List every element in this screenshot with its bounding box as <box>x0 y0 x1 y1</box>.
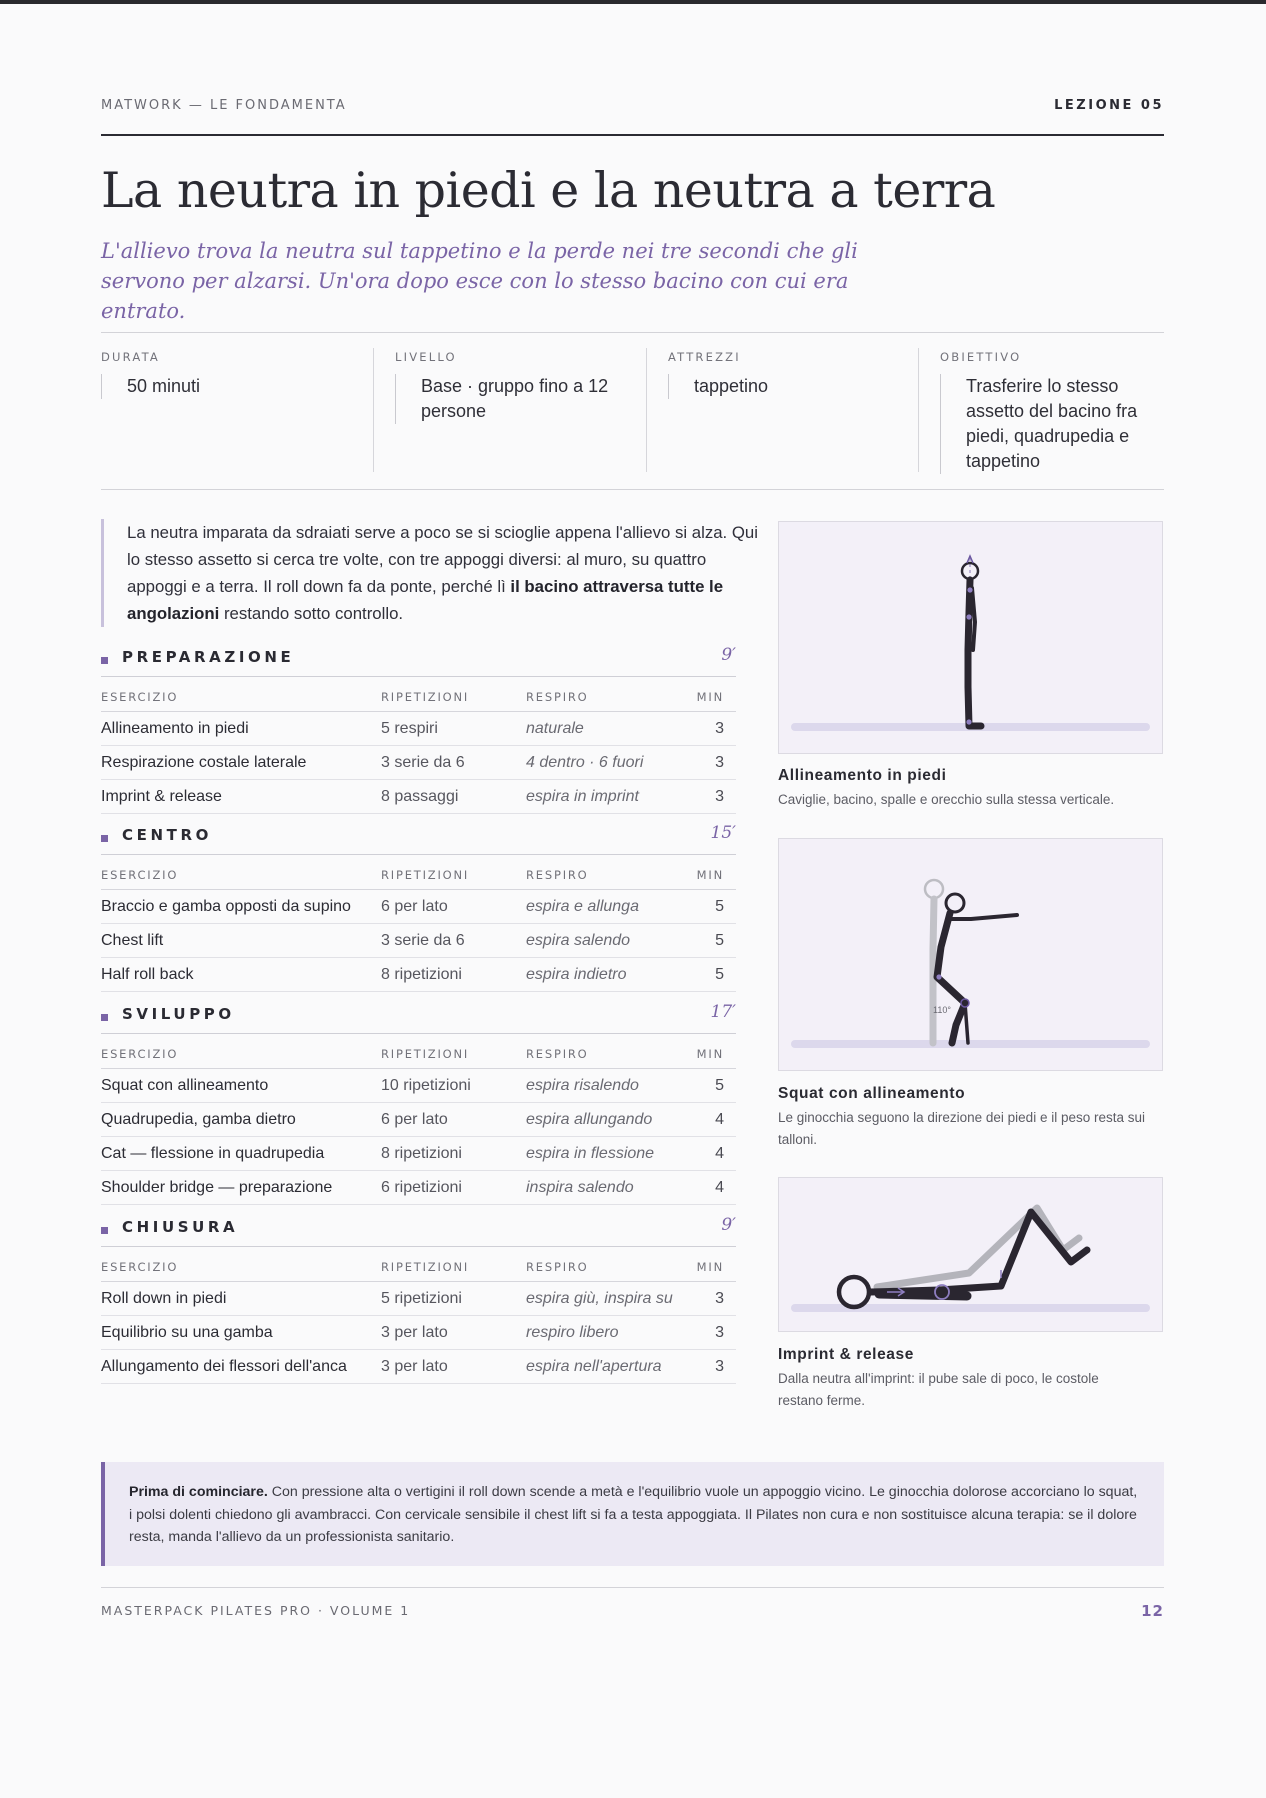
section-header <box>101 1215 736 1247</box>
exercise-breath: espira salendo <box>526 932 631 949</box>
mat <box>791 1040 1150 1048</box>
col-reps: RIPETIZIONI <box>381 690 470 704</box>
top-bar <box>0 0 1266 4</box>
intro-text-end: restando sotto controllo. <box>219 604 404 623</box>
section-name: CENTRO <box>122 826 212 844</box>
page-number: 12 <box>1141 1602 1164 1620</box>
meta-label: DURATA <box>101 350 160 364</box>
exercise-breath: espira indietro <box>526 966 627 983</box>
exercise-min: 5 <box>715 898 724 915</box>
col-reps: RIPETIZIONI <box>381 1047 470 1061</box>
exercise-name: Half roll back <box>101 966 194 983</box>
exercise-reps: 8 passaggi <box>381 788 459 805</box>
meta-label: OBIETTIVO <box>940 350 1022 364</box>
footer-rule <box>101 1587 1164 1588</box>
exercise-min: 4 <box>715 1145 724 1162</box>
meta-level <box>373 350 646 472</box>
col-reps: RIPETIZIONI <box>381 1260 470 1274</box>
section-marker <box>101 1014 108 1021</box>
exercise-min: 3 <box>715 1324 724 1341</box>
page-title: La neutra in piedi e la neutra a terra <box>101 162 996 219</box>
col-breath: RESPIRO <box>526 1260 589 1274</box>
exercise-breath: espira risalendo <box>526 1077 639 1094</box>
col-exercise: ESERCIZIO <box>101 1260 179 1274</box>
section-marker <box>101 1227 108 1234</box>
ghost-head <box>925 880 943 898</box>
section-minutes: 17′ <box>710 1002 736 1022</box>
figure-title: Squat con allineamento <box>778 1085 966 1102</box>
table-row <box>101 712 736 746</box>
exercise-reps: 3 serie da 6 <box>381 932 465 949</box>
exercise-breath: 4 dentro · 6 fuori <box>526 754 644 771</box>
exercise-reps: 6 ripetizioni <box>381 1179 462 1196</box>
table-header <box>101 677 736 712</box>
squat-illustration <box>779 839 1162 1070</box>
angle-label: 110° <box>933 1005 951 1015</box>
ghost-body <box>933 899 934 1043</box>
exercise-min: 4 <box>715 1111 724 1128</box>
meta-value: Base · gruppo fino a 12 persone <box>395 374 646 424</box>
section-header <box>101 645 736 677</box>
exercise-breath: espira in flessione <box>526 1145 655 1162</box>
exercise-min: 3 <box>715 1358 724 1375</box>
section-marker <box>101 835 108 842</box>
exercise-name: Allineamento in piedi <box>101 720 249 737</box>
figure-caption <box>778 1085 1168 1151</box>
meta-divider <box>918 348 919 472</box>
exercise-reps: 6 per lato <box>381 898 448 915</box>
arm <box>949 915 1017 919</box>
section-sviluppo <box>101 1002 736 1205</box>
figure-standing-alignment <box>778 521 1163 754</box>
col-exercise: ESERCIZIO <box>101 868 179 882</box>
exercise-name: Chest lift <box>101 932 164 949</box>
meta-value: 50 minuti <box>101 374 373 399</box>
exercise-name: Allungamento dei flessori dell'anca <box>101 1358 347 1375</box>
figure-description: Le ginocchia seguono la direzione dei piedi e il peso resta sui talloni. <box>778 1110 1145 1147</box>
figure-description: Dalla neutra all'imprint: il pube sale di poco, le costole restano ferme. <box>778 1371 1099 1408</box>
col-exercise: ESERCIZIO <box>101 690 179 704</box>
section-header <box>101 1002 736 1034</box>
figure-description: Caviglie, bacino, spalle e orecchio sulla stessa verticale. <box>778 792 1115 807</box>
col-reps: RIPETIZIONI <box>381 868 470 882</box>
table-row <box>101 1103 736 1137</box>
figure-squat <box>778 838 1163 1071</box>
exercise-min: 3 <box>715 754 724 771</box>
section-centro <box>101 823 736 992</box>
intro-text: La neutra imparata da sdraiati serve a poco se si scioglie appena l'allievo si alza. Qui lo stesso assetto si cerca tre volte, con tre appoggi diversi: al muro, su quattro appoggi e a terra. Il roll down fa da ponte, perché lì <box>127 523 758 596</box>
standing-figure-illustration <box>779 522 1162 753</box>
exercise-reps: 3 per lato <box>381 1324 448 1341</box>
meta-label: LIVELLO <box>395 350 457 364</box>
exercise-name: Shoulder bridge — preparazione <box>101 1179 333 1196</box>
exercise-reps: 10 ripetizioni <box>381 1077 471 1094</box>
meta-equipment <box>646 350 918 472</box>
col-breath: RESPIRO <box>526 868 589 882</box>
exercise-breath: espira e allunga <box>526 898 639 915</box>
intro-emphasis: il bacino attraversa tutte le angolazioni <box>127 577 724 623</box>
exercise-name: Quadrupedia, gamba dietro <box>101 1111 296 1128</box>
figure-title: Imprint & release <box>778 1346 914 1363</box>
exercise-min: 3 <box>715 1290 724 1307</box>
table-header <box>101 1034 736 1069</box>
section-minutes: 9′ <box>721 1215 736 1235</box>
series-label: MATWORK — LE FONDAMENTA <box>101 98 347 113</box>
shoulder-marker <box>967 587 972 592</box>
page-subtitle: L'allievo trova la neutra sul tappetino e la perde nei tre secondi che gli servono per alzarsi. Un'ora dopo esce con lo stesso bacino con cui era entrato. <box>101 239 858 323</box>
exercise-name: Squat con allineamento <box>101 1077 269 1094</box>
table-row <box>101 780 736 814</box>
col-breath: RESPIRO <box>526 690 589 704</box>
table-row <box>101 1282 736 1316</box>
col-exercise: ESERCIZIO <box>101 1047 179 1061</box>
arm <box>972 588 975 650</box>
meta-top-rule <box>101 332 1164 333</box>
table-header <box>101 1247 736 1282</box>
meta-divider <box>646 348 647 472</box>
table-row <box>101 1316 736 1350</box>
exercise-reps: 3 serie da 6 <box>381 754 465 771</box>
section-chiusura <box>101 1215 736 1384</box>
safety-note <box>101 1462 1164 1566</box>
exercise-min: 5 <box>715 932 724 949</box>
meta-value: tappetino <box>668 374 918 399</box>
intro-paragraph <box>101 519 767 627</box>
footer <box>101 1603 1164 1620</box>
exercise-reps: 3 per lato <box>381 1358 448 1375</box>
exercise-breath: espira allungando <box>526 1111 653 1128</box>
exercise-breath: espira in imprint <box>526 788 639 805</box>
exercise-breath: espira giù, inspira su <box>526 1290 673 1307</box>
table-header <box>101 855 736 890</box>
meta-divider <box>373 348 374 472</box>
figure-caption <box>778 767 1168 811</box>
exercise-reps: 5 ripetizioni <box>381 1290 462 1307</box>
table-row <box>101 746 736 780</box>
exercise-name: Imprint & release <box>101 788 222 805</box>
meta-duration <box>101 350 373 472</box>
table-row <box>101 890 736 924</box>
meta-value: Trasferire lo stesso assetto del bacino fra piedi, quadrupedia e tappetino <box>940 374 1164 474</box>
table-row <box>101 1137 736 1171</box>
table-row <box>101 1350 736 1384</box>
meta-label: ATTREZZI <box>668 350 741 364</box>
hip-marker <box>936 974 941 979</box>
section-header <box>101 823 736 855</box>
section-name: CHIUSURA <box>122 1218 239 1236</box>
table-row <box>101 1171 736 1205</box>
note-lead: Prima di cominciare. <box>129 1484 268 1500</box>
running-header <box>101 98 1164 113</box>
exercise-breath: inspira salendo <box>526 1179 634 1196</box>
exercise-breath: naturale <box>526 720 584 737</box>
meta-bottom-rule <box>101 489 1164 490</box>
exercise-reps: 6 per lato <box>381 1111 448 1128</box>
exercise-name: Respirazione costale laterale <box>101 754 307 771</box>
section-marker <box>101 657 108 664</box>
col-breath: RESPIRO <box>526 1047 589 1061</box>
table-row <box>101 1069 736 1103</box>
foot <box>965 1003 968 1043</box>
exercise-name: Cat — flessione in quadrupedia <box>101 1145 325 1162</box>
exercise-reps: 5 respiri <box>381 720 438 737</box>
exercise-min: 4 <box>715 1179 724 1196</box>
exercise-breath: espira nell'apertura <box>526 1358 662 1375</box>
section-name: SVILUPPO <box>122 1005 235 1023</box>
meta-goal <box>918 350 1164 472</box>
torso <box>879 1294 967 1296</box>
exercise-reps: 8 ripetizioni <box>381 1145 462 1162</box>
section-minutes: 15′ <box>710 823 736 843</box>
section-preparazione <box>101 645 736 814</box>
table-row <box>101 924 736 958</box>
note-text: Con pressione alta o vertigini il roll down scende a metà e l'equilibrio vuole un appoggio vicino. Le ginocchia dolorose accorciano lo squat, i polsi dolenti chiedono gli avambracci. Con cervicale sensibile il chest lift si fa a testa appoggiata. Il Pilates non cura e non sostituisce alcuna terapia: se il dolore resta, manda l'allievo da un professionista sanitario. <box>129 1484 1138 1545</box>
section-name: PREPARAZIONE <box>122 648 295 666</box>
ghost-legs <box>877 1208 1079 1287</box>
ankle-marker <box>966 719 971 724</box>
exercise-name: Equilibrio su una gamba <box>101 1324 273 1341</box>
table-row <box>101 958 736 992</box>
head <box>946 894 964 912</box>
col-min: MIN <box>696 1047 724 1061</box>
exercise-name: Braccio e gamba opposti da supino <box>101 898 351 915</box>
figure-imprint-release <box>778 1177 1163 1332</box>
exercise-min: 5 <box>715 1077 724 1094</box>
col-min: MIN <box>696 690 724 704</box>
footer-title: MASTERPACK PILATES PRO · VOLUME 1 <box>101 1603 411 1618</box>
figure-title: Allineamento in piedi <box>778 767 947 784</box>
imprint-illustration <box>779 1178 1162 1331</box>
section-minutes: 9′ <box>721 645 736 665</box>
exercise-min: 3 <box>715 788 724 805</box>
head <box>839 1277 869 1307</box>
exercise-min: 3 <box>715 720 724 737</box>
exercise-reps: 8 ripetizioni <box>381 966 462 983</box>
figure-caption <box>778 1346 1168 1412</box>
header-rule <box>101 134 1164 136</box>
exercise-name: Roll down in piedi <box>101 1290 227 1307</box>
hip-marker <box>966 614 971 619</box>
lesson-meta <box>101 350 1164 472</box>
lesson-label: LEZIONE 05 <box>1054 98 1164 113</box>
exercise-min: 5 <box>715 966 724 983</box>
exercise-breath: respiro libero <box>526 1324 619 1341</box>
col-min: MIN <box>696 868 724 882</box>
col-min: MIN <box>696 1260 724 1274</box>
